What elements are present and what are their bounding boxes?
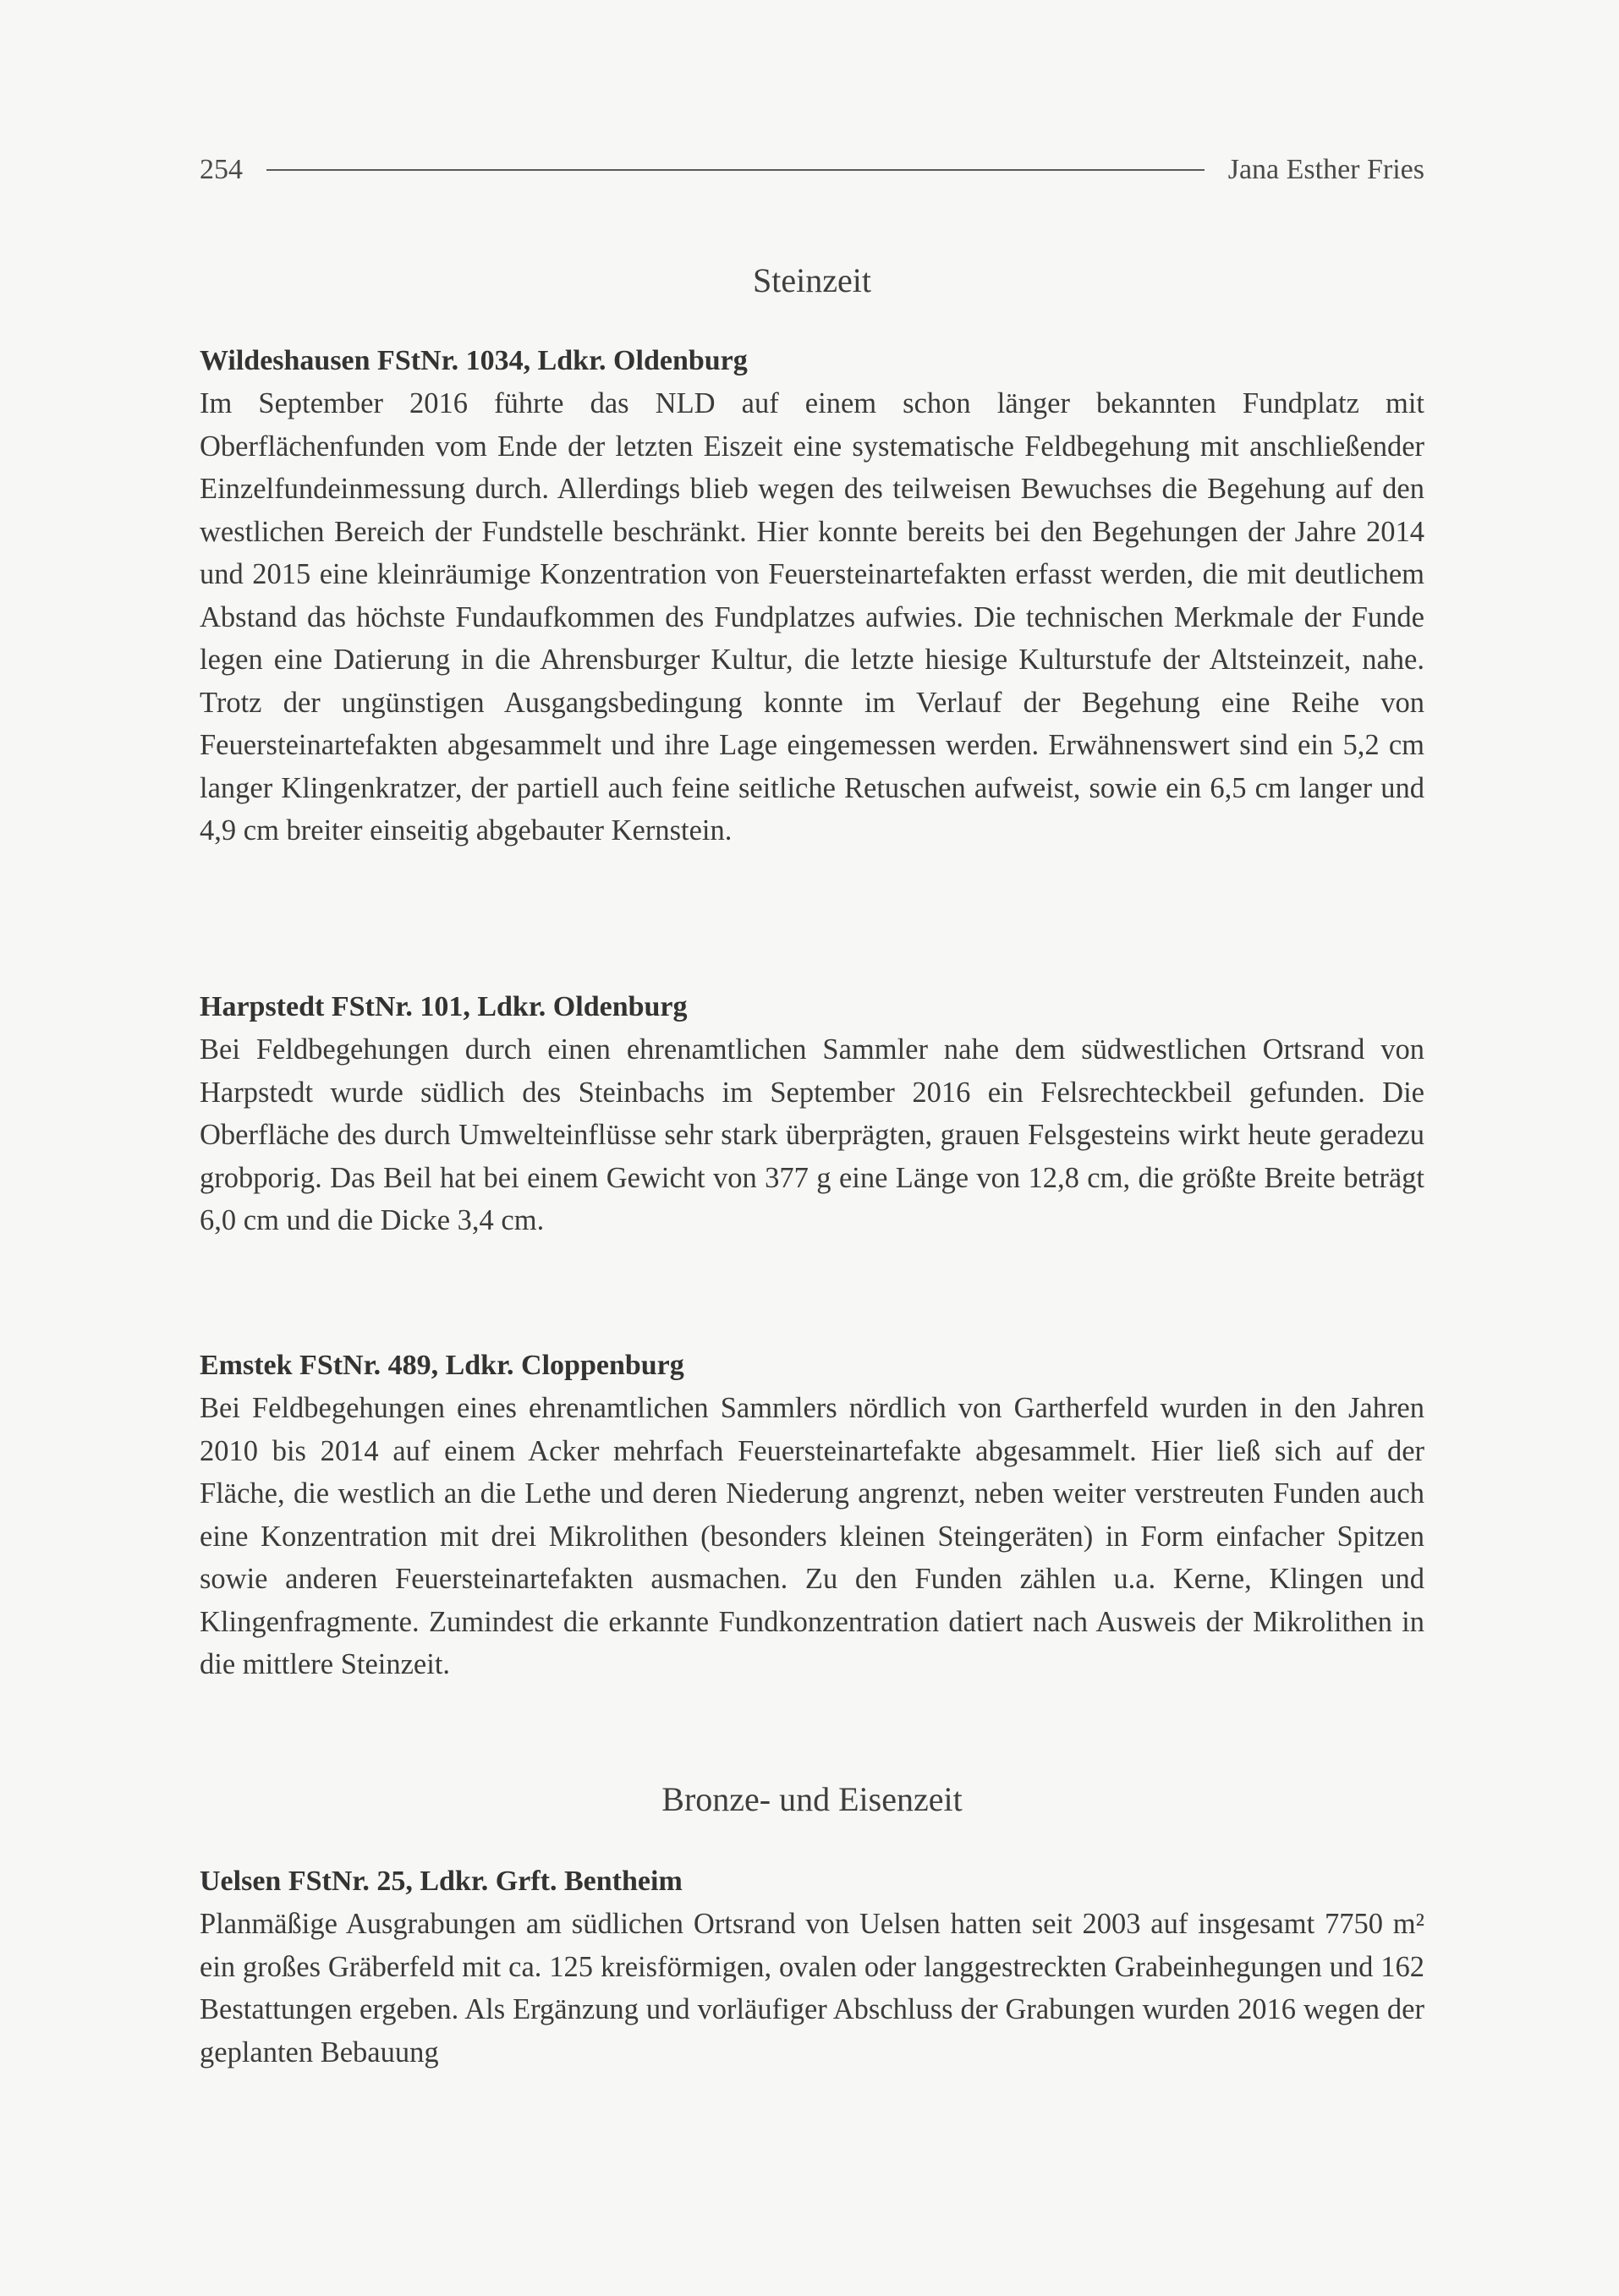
entry-heading: Wildeshausen FStNr. 1034, Ldkr. Oldenburg [200,345,748,376]
page-number: 254 [200,154,243,185]
entry-heading: Harpstedt FStNr. 101, Ldkr. Oldenburg [200,991,688,1022]
entry-heading: Uelsen FStNr. 25, Ldkr. Grft. Bentheim [200,1866,683,1897]
entry-heading: Emstek FStNr. 489, Ldkr. Cloppenburg [200,1350,684,1381]
entry-body: Im September 2016 führte das NLD auf einem schon länger bekannten Fundplatz mit Oberflächenfunden vom Ende der letzten Eiszeit eine systematische Feldbegehung mit anschließender Einzelfundeinmessung durch. Allerdings blieb wegen des teilweisen Bewuchses die Begehung auf den westlichen Bereich der Fundstelle beschränkt. Hier konnte bereits bei den Begehungen der Jahre 2014 und 2015 eine kleinräumige Konzentration von Feuersteinartefakten erfasst werden, die mit deutlichem Abstand das höchste Fundaufkommen des Fundplatzes aufwies. Die technischen Merkmale der Funde legen eine Datierung in die Ahrensburger Kultur, die letzte hiesige Kulturstufe der Altsteinzeit, nahe. Trotz der ungünstigen Ausgangsbedingung konnte im Verlauf der Begehung eine Reihe von Feuersteinartefakten abgesammelt und ihre Lage eingemessen werden. Erwähnenswert sind ein 5,2 cm langer Klingenkratzer, der partiell auch feine seitliche Retuschen aufweist, sowie ein 6,5 cm langer und 4,9 cm breiter einseitig abgebauter Kernstein. [200,387,1424,847]
entry-harpstedt [200,986,1424,1242]
author-name: Jana Esther Fries [1227,154,1424,185]
section-title-bronze-eisenzeit: Bronze- und Eisenzeit [661,1780,963,1818]
running-header [200,149,1424,191]
header-rule [266,169,1205,171]
entry-wildeshausen [200,340,1424,852]
entry-uelsen [200,1860,1424,2074]
section-title-steinzeit: Steinzeit [753,261,871,299]
entry-body: Bei Feldbegehungen eines ehrenamtlichen Sammlers nördlich von Gartherfeld wurden in den Jahren 2010 bis 2014 auf einem Acker mehrfach Feuersteinartefakte abgesammelt. Hier ließ sich auf der Fläche, die westlich an die Lethe und deren Niederung angrenzt, neben weiter verstreuten Funden auch eine Konzentration mit drei Mikrolithen (besonders kleinen Steingeräten) in Form einfacher Spitzen sowie anderen Feuersteinartefakten ausmachen. Zu den Funden zählen u.a. Kerne, Klingen und Klingenfragmente. Zumindest die erkannte Fundkonzentration datiert nach Ausweis der Mikrolithen in die mittlere Steinzeit. [200,1392,1424,1680]
entry-body: Planmäßige Ausgrabungen am südlichen Ortsrand von Uelsen hatten seit 2003 auf insgesamt 7750 m² ein großes Gräberfeld mit ca. 125 kreisförmigen, ovalen oder langgestreckten Grabeinhegungen und 162 Bestattungen ergeben. Als Ergänzung und vorläufiger Abschluss der Grabungen wurden 2016 wegen der geplanten Bebauung [200,1908,1424,2069]
entry-emstek [200,1345,1424,1686]
entry-body: Bei Feldbegehungen durch einen ehrenamtlichen Sammler nahe dem südwestlichen Ortsrand von Harpstedt wurde südlich des Steinbachs im September 2016 ein Felsrechteckbeil gefunden. Die Oberfläche des durch Umwelteinflüsse sehr stark überprägten, grauen Felsgesteins wirkt heute geradezu grobporig. Das Beil hat bei einem Gewicht von 377 g eine Länge von 12,8 cm, die größte Breite beträgt 6,0 cm und die Dicke 3,4 cm. [200,1033,1424,1236]
